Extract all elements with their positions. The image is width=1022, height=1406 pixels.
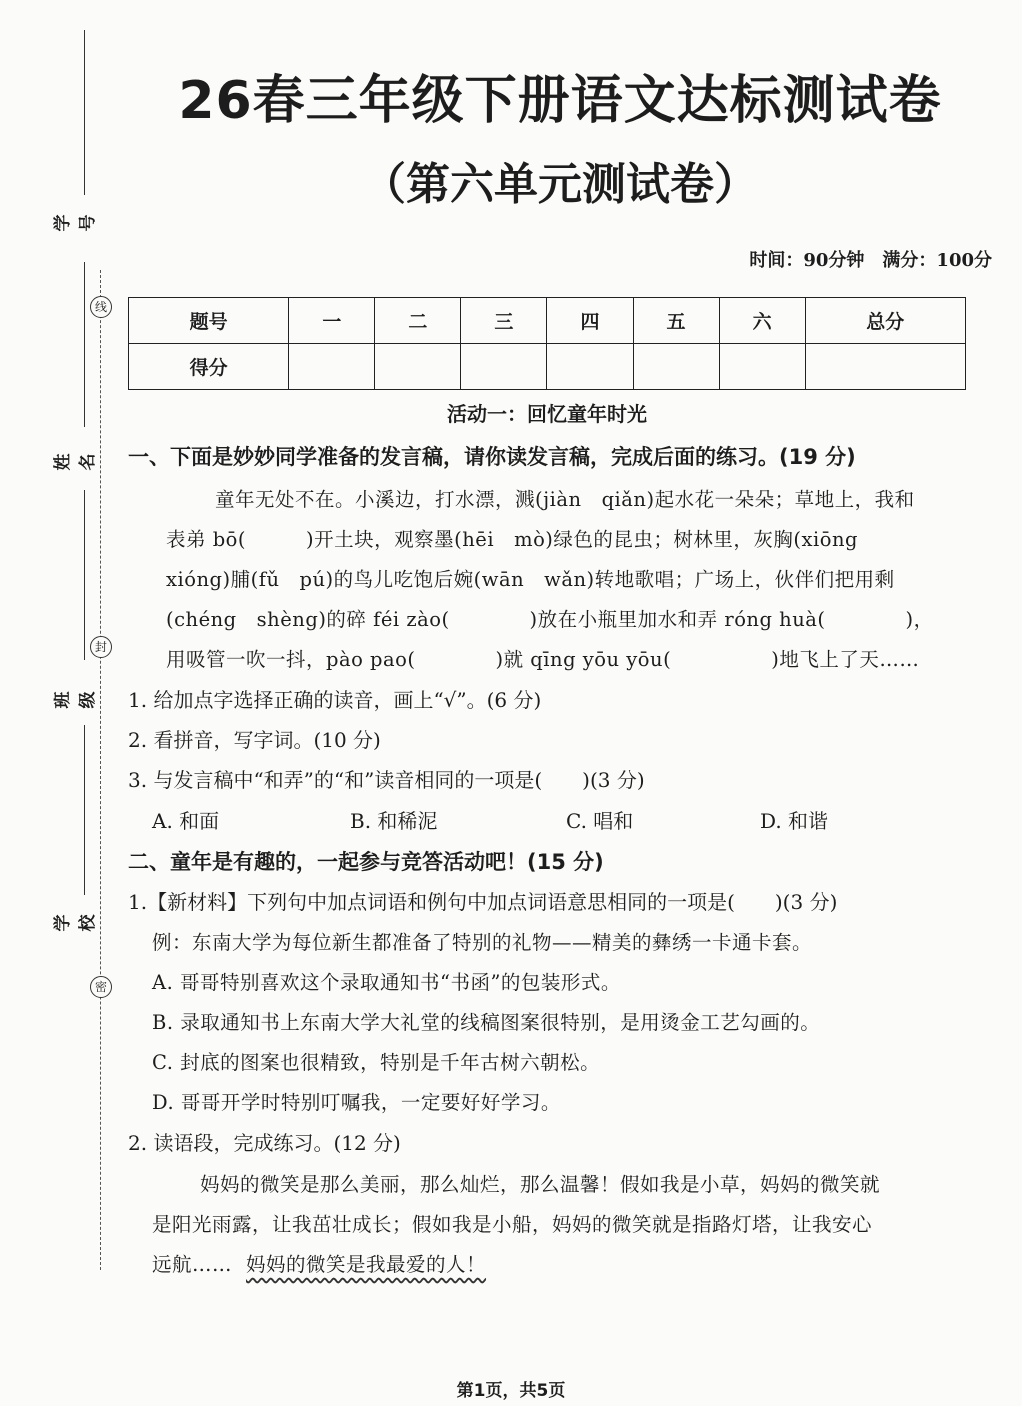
name-line bbox=[84, 262, 85, 427]
seal-mark: 封 bbox=[90, 636, 112, 658]
question-1-3: 3. 与发言稿中“和弄”的“和”读音相同的一项是( )(3 分) bbox=[128, 768, 645, 792]
bind-mark: 密 bbox=[90, 976, 112, 998]
table-cell: 题号 bbox=[129, 298, 289, 344]
score-input-cell[interactable] bbox=[289, 344, 375, 390]
wavy-underlined-sentence: 妈妈的微笑是我最爱的人！ bbox=[246, 1253, 487, 1276]
option-a[interactable]: A. 和面 bbox=[152, 809, 220, 833]
name-label: 姓名 bbox=[53, 453, 98, 471]
table-cell: 四 bbox=[547, 298, 633, 344]
table-cell: 五 bbox=[633, 298, 719, 344]
activity-title: 活动一：回忆童年时光 bbox=[447, 402, 647, 426]
passage-line: 用吸管一吹一抖，pào pao( )就 qīng yōu yōu( )地飞上了天…… bbox=[166, 648, 920, 671]
score-input-cell[interactable] bbox=[547, 344, 633, 390]
reading-passage-line: 是阳光雨露，让我茁壮成长；假如我是小船，妈妈的微笑就是指路灯塔，让我安心 bbox=[152, 1213, 873, 1236]
line-mark: 线 bbox=[90, 296, 112, 318]
passage-line: 童年无处不在。小溪边，打水漂，溅(jiàn qiǎn)起水花一朵朵；草地上，我和 bbox=[215, 488, 915, 511]
table-cell: 三 bbox=[461, 298, 547, 344]
school-label: 学校 bbox=[53, 914, 98, 932]
table-cell: 一 bbox=[289, 298, 375, 344]
score-input-cell[interactable] bbox=[633, 344, 719, 390]
table-cell: 二 bbox=[375, 298, 461, 344]
page-subtitle: （第六单元测试卷） bbox=[362, 159, 758, 210]
table-cell: 得分 bbox=[129, 344, 289, 390]
choice-c[interactable]: C. 封底的图案也很精致，特别是千年古树六朝松。 bbox=[152, 1051, 601, 1074]
passage-line: 表弟 bō( )开土块，观察墨(hēi mò)绿色的昆虫；树林里，灰胸(xiōng bbox=[166, 528, 859, 551]
table-row bbox=[129, 298, 966, 344]
question-2-1: 1.【新材料】下列句中加点词语和例句中加点词语意思相同的一项是( )(3 分) bbox=[128, 890, 838, 914]
option-c[interactable]: C. 唱和 bbox=[566, 809, 634, 833]
score-input-cell[interactable] bbox=[805, 344, 965, 390]
score-input-cell[interactable] bbox=[461, 344, 547, 390]
student-id-line bbox=[84, 30, 85, 195]
passage-line: xióng)脯(fǔ pú)的鸟儿吃饱后婉(wān wǎn)转地歌唱；广场上，伙伴们把用剩 bbox=[166, 568, 895, 591]
question-1-1: 1. 给加点字选择正确的读音，画上“√”。(6 分) bbox=[128, 688, 542, 712]
table-row bbox=[129, 344, 966, 390]
option-d[interactable]: D. 和谐 bbox=[760, 809, 829, 833]
page-title: 26春三年级下册语文达标测试卷 bbox=[178, 71, 942, 131]
choice-a[interactable]: A. 哥哥特别喜欢这个录取通知书“书函”的包装形式。 bbox=[152, 971, 621, 994]
reading-passage-line: 远航…… bbox=[152, 1253, 233, 1276]
school-line bbox=[84, 725, 85, 895]
choice-b[interactable]: B. 录取通知书上东南大学大礼堂的线稿图案很特别，是用烫金工艺勾画的。 bbox=[152, 1011, 821, 1034]
example-sentence: 例：东南大学为每位新生都准备了特别的礼物——精美的彝绣一卡通卡套。 bbox=[152, 931, 813, 954]
score-table bbox=[128, 297, 966, 390]
score-input-cell[interactable] bbox=[719, 344, 805, 390]
section1-heading: 一、下面是妙妙同学准备的发言稿，请你读发言稿，完成后面的练习。(19 分) bbox=[128, 445, 856, 469]
choice-d[interactable]: D. 哥哥开学时特别叮嘱我，一定要好好学习。 bbox=[152, 1091, 561, 1114]
reading-passage-line: 妈妈的微笑是那么美丽，那么灿烂，那么温馨！假如我是小草，妈妈的微笑就 bbox=[200, 1173, 881, 1196]
option-b[interactable]: B. 和稀泥 bbox=[350, 809, 438, 833]
exam-meta: 时间：90分钟 满分：100分 bbox=[749, 250, 992, 271]
question-2-2: 2. 读语段，完成练习。(12 分) bbox=[128, 1131, 401, 1155]
table-cell: 总分 bbox=[805, 298, 965, 344]
passage-line: (chéng shèng)的碎 féi zào( )放在小瓶里加水和弄 róng huà( )， bbox=[166, 608, 934, 631]
class-line bbox=[84, 490, 85, 660]
table-cell: 六 bbox=[719, 298, 805, 344]
question-1-2: 2. 看拼音，写字词。(10 分) bbox=[128, 728, 381, 752]
student-id-label: 学号 bbox=[53, 214, 98, 232]
binding-dashed-line bbox=[100, 270, 101, 1270]
page-footer: 第1页，共5页 bbox=[456, 1381, 566, 1401]
section2-heading: 二、童年是有趣的，一起参与竞答活动吧！(15 分) bbox=[128, 850, 604, 874]
class-label: 班级 bbox=[53, 691, 98, 709]
score-input-cell[interactable] bbox=[375, 344, 461, 390]
